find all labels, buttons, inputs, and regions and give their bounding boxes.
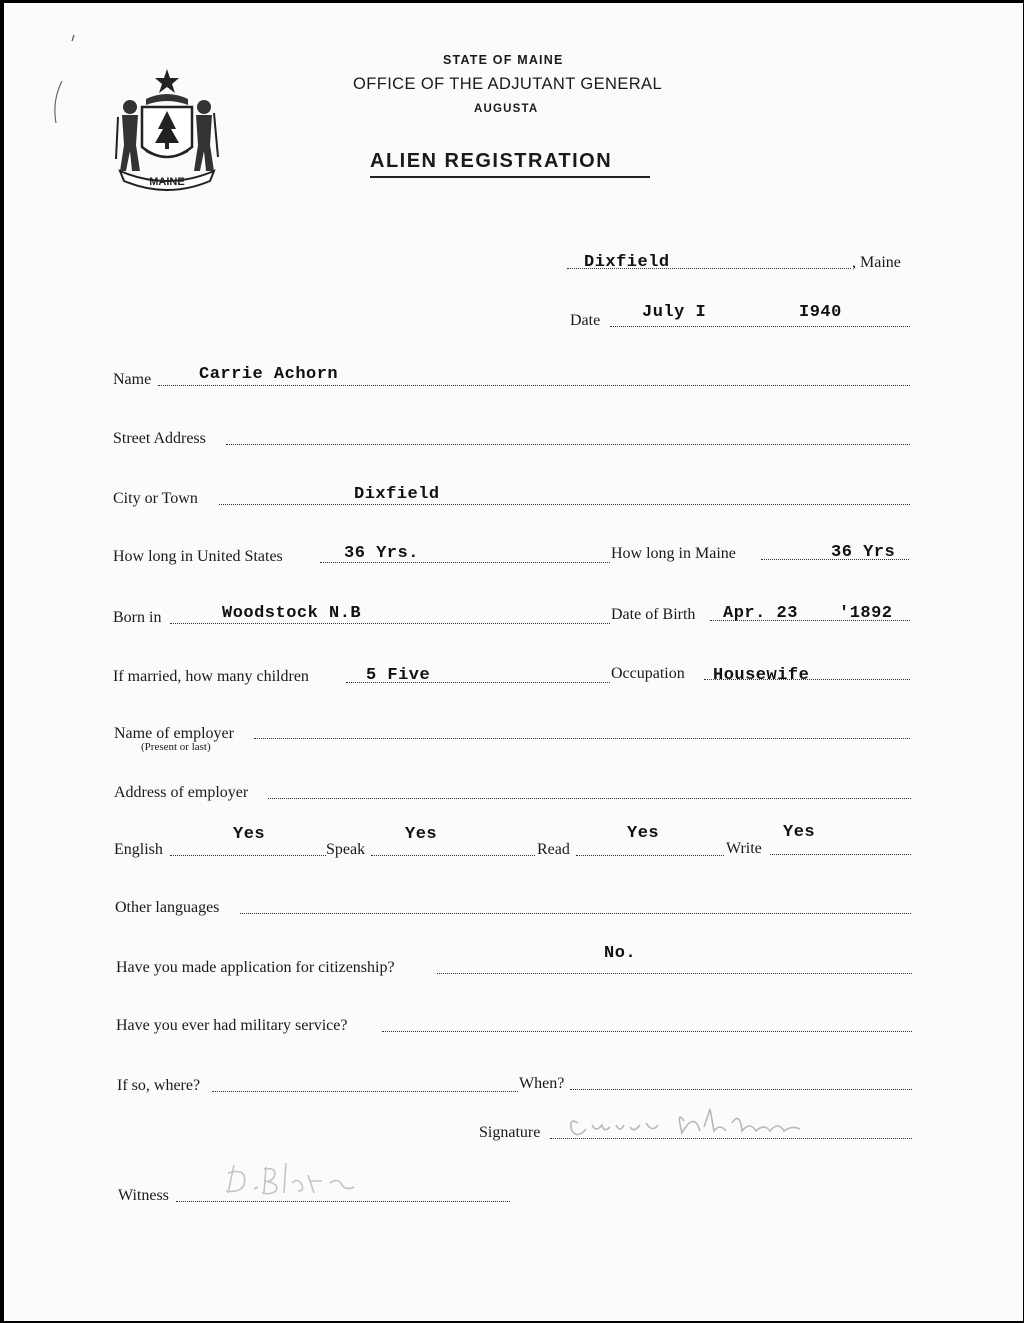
employer-address-field — [268, 798, 911, 799]
military-label: Have you ever had military service? — [116, 1017, 348, 1034]
us-duration-value: 36 Yrs. — [344, 544, 419, 563]
birth-date-label: Date of Birth — [611, 606, 696, 623]
children-value: 5 Five — [366, 666, 431, 685]
where-label: If so, where? — [117, 1077, 201, 1094]
employer-sublabel: (Present or last) — [141, 741, 211, 753]
occupation-label: Occupation — [611, 665, 685, 682]
witness-handwriting — [214, 1153, 414, 1203]
employer-label: Name of employer — [114, 725, 234, 742]
form-title: ALIEN REGISTRATION — [370, 150, 613, 172]
other-languages-field — [240, 913, 911, 914]
place-value: Dixfield — [584, 253, 670, 272]
birth-date-value: Apr. 23 — [723, 604, 798, 623]
speak-label: Speak — [326, 841, 366, 858]
office-heading: OFFICE OF THE ADJUTANT GENERAL — [353, 75, 663, 93]
read-value: Yes — [627, 824, 660, 843]
seal-banner-text: MAINE — [149, 176, 185, 188]
children-label: If married, how many children — [113, 668, 309, 685]
date-year-value: I940 — [799, 303, 842, 322]
city-value: Dixfield — [354, 485, 440, 504]
occupation-value: Housewife — [713, 666, 810, 685]
street-label: Street Address — [113, 430, 206, 447]
where-field — [212, 1091, 518, 1092]
date-value: July I — [642, 303, 707, 322]
english-value: Yes — [233, 825, 266, 844]
born-in-label: Born in — [113, 609, 162, 626]
witness-label: Witness — [118, 1187, 169, 1204]
maine-duration-value: 36 Yrs — [831, 543, 896, 562]
street-field — [226, 444, 910, 445]
when-label: When? — [519, 1075, 565, 1092]
title-underline — [370, 176, 650, 178]
when-field — [570, 1089, 912, 1090]
city-label: City or Town — [113, 490, 198, 507]
maine-duration-label: How long in Maine — [611, 545, 736, 562]
name-value: Carrie Achorn — [199, 365, 339, 384]
citizenship-label: Have you made application for citizenship? — [116, 959, 395, 976]
margin-marks — [42, 31, 82, 131]
state-heading: STATE OF MAINE — [443, 53, 564, 67]
employer-address-label: Address of employer — [114, 784, 249, 801]
speak-value: Yes — [405, 825, 438, 844]
employer-field — [254, 738, 910, 739]
other-languages-label: Other languages — [115, 899, 220, 916]
date-label: Date — [570, 312, 601, 329]
read-label: Read — [537, 841, 570, 858]
city-heading: AUGUSTA — [474, 103, 539, 115]
english-label: English — [114, 841, 163, 858]
maine-seal-icon — [112, 67, 222, 191]
state-suffix: , Maine — [852, 254, 901, 271]
born-in-value: Woodstock N.B — [222, 604, 362, 623]
write-value: Yes — [783, 823, 816, 842]
citizenship-value: No. — [604, 944, 637, 963]
document-page — [4, 3, 1023, 1321]
us-duration-label: How long in United States — [113, 548, 283, 565]
name-label: Name — [113, 371, 152, 388]
birth-year-value: '1892 — [839, 604, 893, 623]
signature-label: Signature — [479, 1124, 541, 1141]
military-field — [382, 1031, 912, 1032]
signature-handwriting — [564, 1103, 824, 1143]
write-label: Write — [726, 840, 762, 857]
